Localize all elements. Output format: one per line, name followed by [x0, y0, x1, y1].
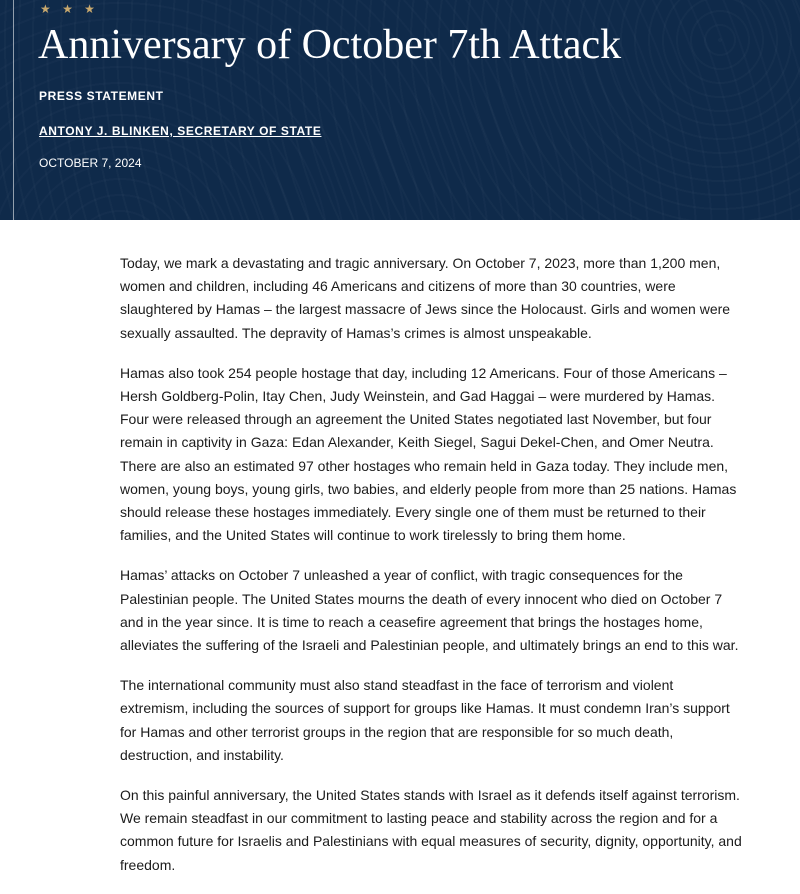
- author-link[interactable]: ANTONY J. BLINKEN, SECRETARY OF STATE: [39, 124, 322, 138]
- header-vertical-rule: [13, 0, 14, 220]
- stars-icon: ★ ★ ★: [40, 2, 99, 16]
- publish-date: OCTOBER 7, 2024: [39, 156, 142, 170]
- statement-body: [120, 252, 744, 894]
- body-paragraph-2: Hamas also took 254 people hostage that day, including 12 Americans. Four of those Americans – Hersh Goldberg-Polin, Itay Chen, Judy Weinstein, and Gad Haggai – were murdered by Hamas. Four were released through an agreement the United States negotiated last November, but four remain in captivity in Gaza: Edan Alexander, Keith Siegel, Sagui Dekel-Chen, and Omer Neutra. There are also an estimated 97 other hostages who remain held in Gaza today. They include men, women, young boys, young girls, two babies, and elderly people from more than 25 nations. Hamas should release these hostages immediately. Every single one of them must be returned to their families, and the United States will continue to work tirelessly to bring them home.: [120, 364, 737, 544]
- page-header: [0, 0, 800, 220]
- statement-type: PRESS STATEMENT: [39, 89, 164, 103]
- body-paragraph-3: Hamas’ attacks on October 7 unleashed a year of conflict, with tragic consequences for the Palestinian people. The United States mourns the death of every innocent who died on October 7 and in the year since. It is time to reach a ceasefire agreement that brings the hostages home, alleviates the suffering of the Israeli and Palestinian people, and ultimately brings an end to this war.: [120, 567, 739, 654]
- page-title: Anniversary of October 7th Attack: [38, 22, 622, 68]
- body-paragraph-5: On this painful anniversary, the United States stands with Israel as it defends itself against terrorism. We remain steadfast in our commitment to lasting peace and stability across the region and for a common future for Israelis and Palestinians with equal measures of security, dignity, opportunity, and freedom.: [120, 787, 742, 873]
- body-paragraph-1: Today, we mark a devastating and tragic anniversary. On October 7, 2023, more than 1,200 men, women and children, including 46 Americans and citizens of more than 30 countries, were slaughtered by Hamas – the largest massacre of Jews since the Holocaust. Girls and women were sexually assaulted. The depravity of Hamas’s crimes is almost unspeakable.: [120, 255, 731, 341]
- body-paragraph-4: The international community must also stand steadfast in the face of terrorism and violent extremism, including the sources of support for groups like Hamas. It must condemn Iran’s support for Hamas and other terrorist groups in the region that are responsible for so much death, destruction, and instability.: [120, 677, 730, 763]
